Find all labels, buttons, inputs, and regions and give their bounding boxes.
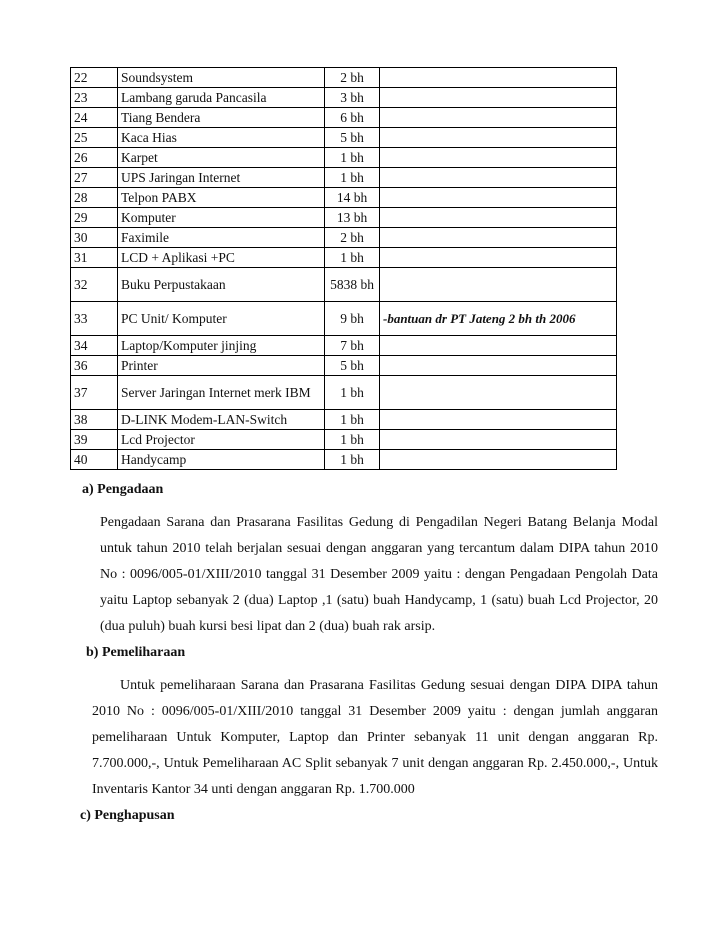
item-note — [380, 168, 617, 188]
row-number: 33 — [71, 302, 118, 336]
table-row — [71, 430, 617, 450]
row-number: 39 — [71, 430, 118, 450]
item-note — [380, 128, 617, 148]
item-note — [380, 108, 617, 128]
section-c-title: c) Penghapusan — [80, 808, 175, 823]
item-name: Buku Perpustakaan — [118, 268, 325, 302]
table-row — [71, 168, 617, 188]
item-name: Handycamp — [118, 450, 325, 470]
item-note — [380, 430, 617, 450]
item-name: Lcd Projector — [118, 430, 325, 450]
row-number: 24 — [71, 108, 118, 128]
item-note — [380, 228, 617, 248]
item-note — [380, 376, 617, 410]
table-row — [71, 88, 617, 108]
row-number: 40 — [71, 450, 118, 470]
item-note — [380, 410, 617, 430]
item-quantity: 5 bh — [325, 128, 380, 148]
item-note — [380, 248, 617, 268]
row-number: 28 — [71, 188, 118, 208]
section-b-paragraph: Untuk pemeliharaan Sarana dan Prasarana Fasilitas Gedung sesuai dengan DIPA DIPA tahun 2010 No : 0096/005-01/XIII/2010 tanggal 31 Desember 2009 yaitu : dengan jumlah anggaran pemeliharaan Untuk Komputer, Laptop dan Printer sebanyak 11 unit dengan anggaran Rp. 7.700.000,-, Untuk Pemeliharaan AC Split sebanyak 7 unit dengan anggaran Rp. 2.450.000,-, Untuk Inventaris Kantor 34 unti dengan anggaran Rp. 1.700.000 — [92, 678, 658, 797]
row-number: 25 — [71, 128, 118, 148]
row-number: 30 — [71, 228, 118, 248]
item-quantity: 3 bh — [325, 88, 380, 108]
inventory-table — [70, 67, 617, 470]
section-b-title: b) Pemeliharaan — [86, 645, 186, 660]
row-number: 22 — [71, 68, 118, 88]
item-quantity: 14 bh — [325, 188, 380, 208]
item-name: Soundsystem — [118, 68, 325, 88]
item-name: Telpon PABX — [118, 188, 325, 208]
item-quantity: 9 bh — [325, 302, 380, 336]
item-quantity: 2 bh — [325, 68, 380, 88]
row-number: 31 — [71, 248, 118, 268]
item-quantity: 7 bh — [325, 336, 380, 356]
item-quantity: 1 bh — [325, 450, 380, 470]
table-row — [71, 228, 617, 248]
row-number: 38 — [71, 410, 118, 430]
table-row — [71, 208, 617, 228]
table-row — [71, 108, 617, 128]
table-row — [71, 248, 617, 268]
table-row — [71, 356, 617, 376]
table-row — [71, 336, 617, 356]
table-row — [71, 302, 617, 336]
row-number: 23 — [71, 88, 118, 108]
section-a-paragraph: Pengadaan Sarana dan Prasarana Fasilitas Gedung di Pengadilan Negeri Batang Belanja Modal untuk tahun 2010 telah berjalan sesuai dengan anggaran yang tercantum dalam DIPA tahun 2010 No : 0096/005-01/XIII/2010 tanggal 31 Desember 2009 yaitu : dengan Pengadaan Pengolah Data yaitu Laptop sebanyak 2 (dua) Laptop ,1 (satu) buah Handycamp, 1 (satu) buah Lcd Projector, 20 (dua puluh) buah kursi besi lipat dan 2 (dua) buah rak arsip. — [100, 515, 658, 634]
item-quantity: 13 bh — [325, 208, 380, 228]
item-quantity: 5838 bh — [325, 268, 380, 302]
item-note: -bantuan dr PT Jateng 2 bh th 2006 — [380, 302, 617, 336]
row-number: 26 — [71, 148, 118, 168]
item-note — [380, 268, 617, 302]
row-number: 37 — [71, 376, 118, 410]
item-name: Lambang garuda Pancasila — [118, 88, 325, 108]
table-row — [71, 148, 617, 168]
table-row — [71, 376, 617, 410]
row-number: 32 — [71, 268, 118, 302]
inventory-table-body — [71, 68, 617, 470]
item-quantity: 6 bh — [325, 108, 380, 128]
item-quantity: 1 bh — [325, 148, 380, 168]
row-number: 27 — [71, 168, 118, 188]
item-name: Tiang Bendera — [118, 108, 325, 128]
item-quantity: 5 bh — [325, 356, 380, 376]
item-name: Printer — [118, 356, 325, 376]
item-note — [380, 88, 617, 108]
row-number: 34 — [71, 336, 118, 356]
item-quantity: 1 bh — [325, 410, 380, 430]
table-row — [71, 128, 617, 148]
item-quantity: 1 bh — [325, 430, 380, 450]
item-name: UPS Jaringan Internet — [118, 168, 325, 188]
item-quantity: 2 bh — [325, 228, 380, 248]
table-row — [71, 188, 617, 208]
item-note — [380, 336, 617, 356]
item-quantity: 1 bh — [325, 248, 380, 268]
row-number: 29 — [71, 208, 118, 228]
table-row — [71, 68, 617, 88]
item-name: Faximile — [118, 228, 325, 248]
item-note — [380, 208, 617, 228]
section-a-title: a) Pengadaan — [82, 482, 164, 497]
item-note — [380, 68, 617, 88]
item-name: Kaca Hias — [118, 128, 325, 148]
table-row — [71, 268, 617, 302]
item-name: D-LINK Modem-LAN-Switch — [118, 410, 325, 430]
item-note — [380, 356, 617, 376]
item-quantity: 1 bh — [325, 168, 380, 188]
item-note — [380, 148, 617, 168]
item-name: PC Unit/ Komputer — [118, 302, 325, 336]
item-name: Laptop/Komputer jinjing — [118, 336, 325, 356]
item-name: LCD + Aplikasi +PC — [118, 248, 325, 268]
item-name: Server Jaringan Internet merk IBM — [118, 376, 325, 410]
item-quantity: 1 bh — [325, 376, 380, 410]
table-row — [71, 410, 617, 430]
item-note — [380, 450, 617, 470]
item-note — [380, 188, 617, 208]
item-name: Karpet — [118, 148, 325, 168]
table-row — [71, 450, 617, 470]
item-name: Komputer — [118, 208, 325, 228]
row-number: 36 — [71, 356, 118, 376]
